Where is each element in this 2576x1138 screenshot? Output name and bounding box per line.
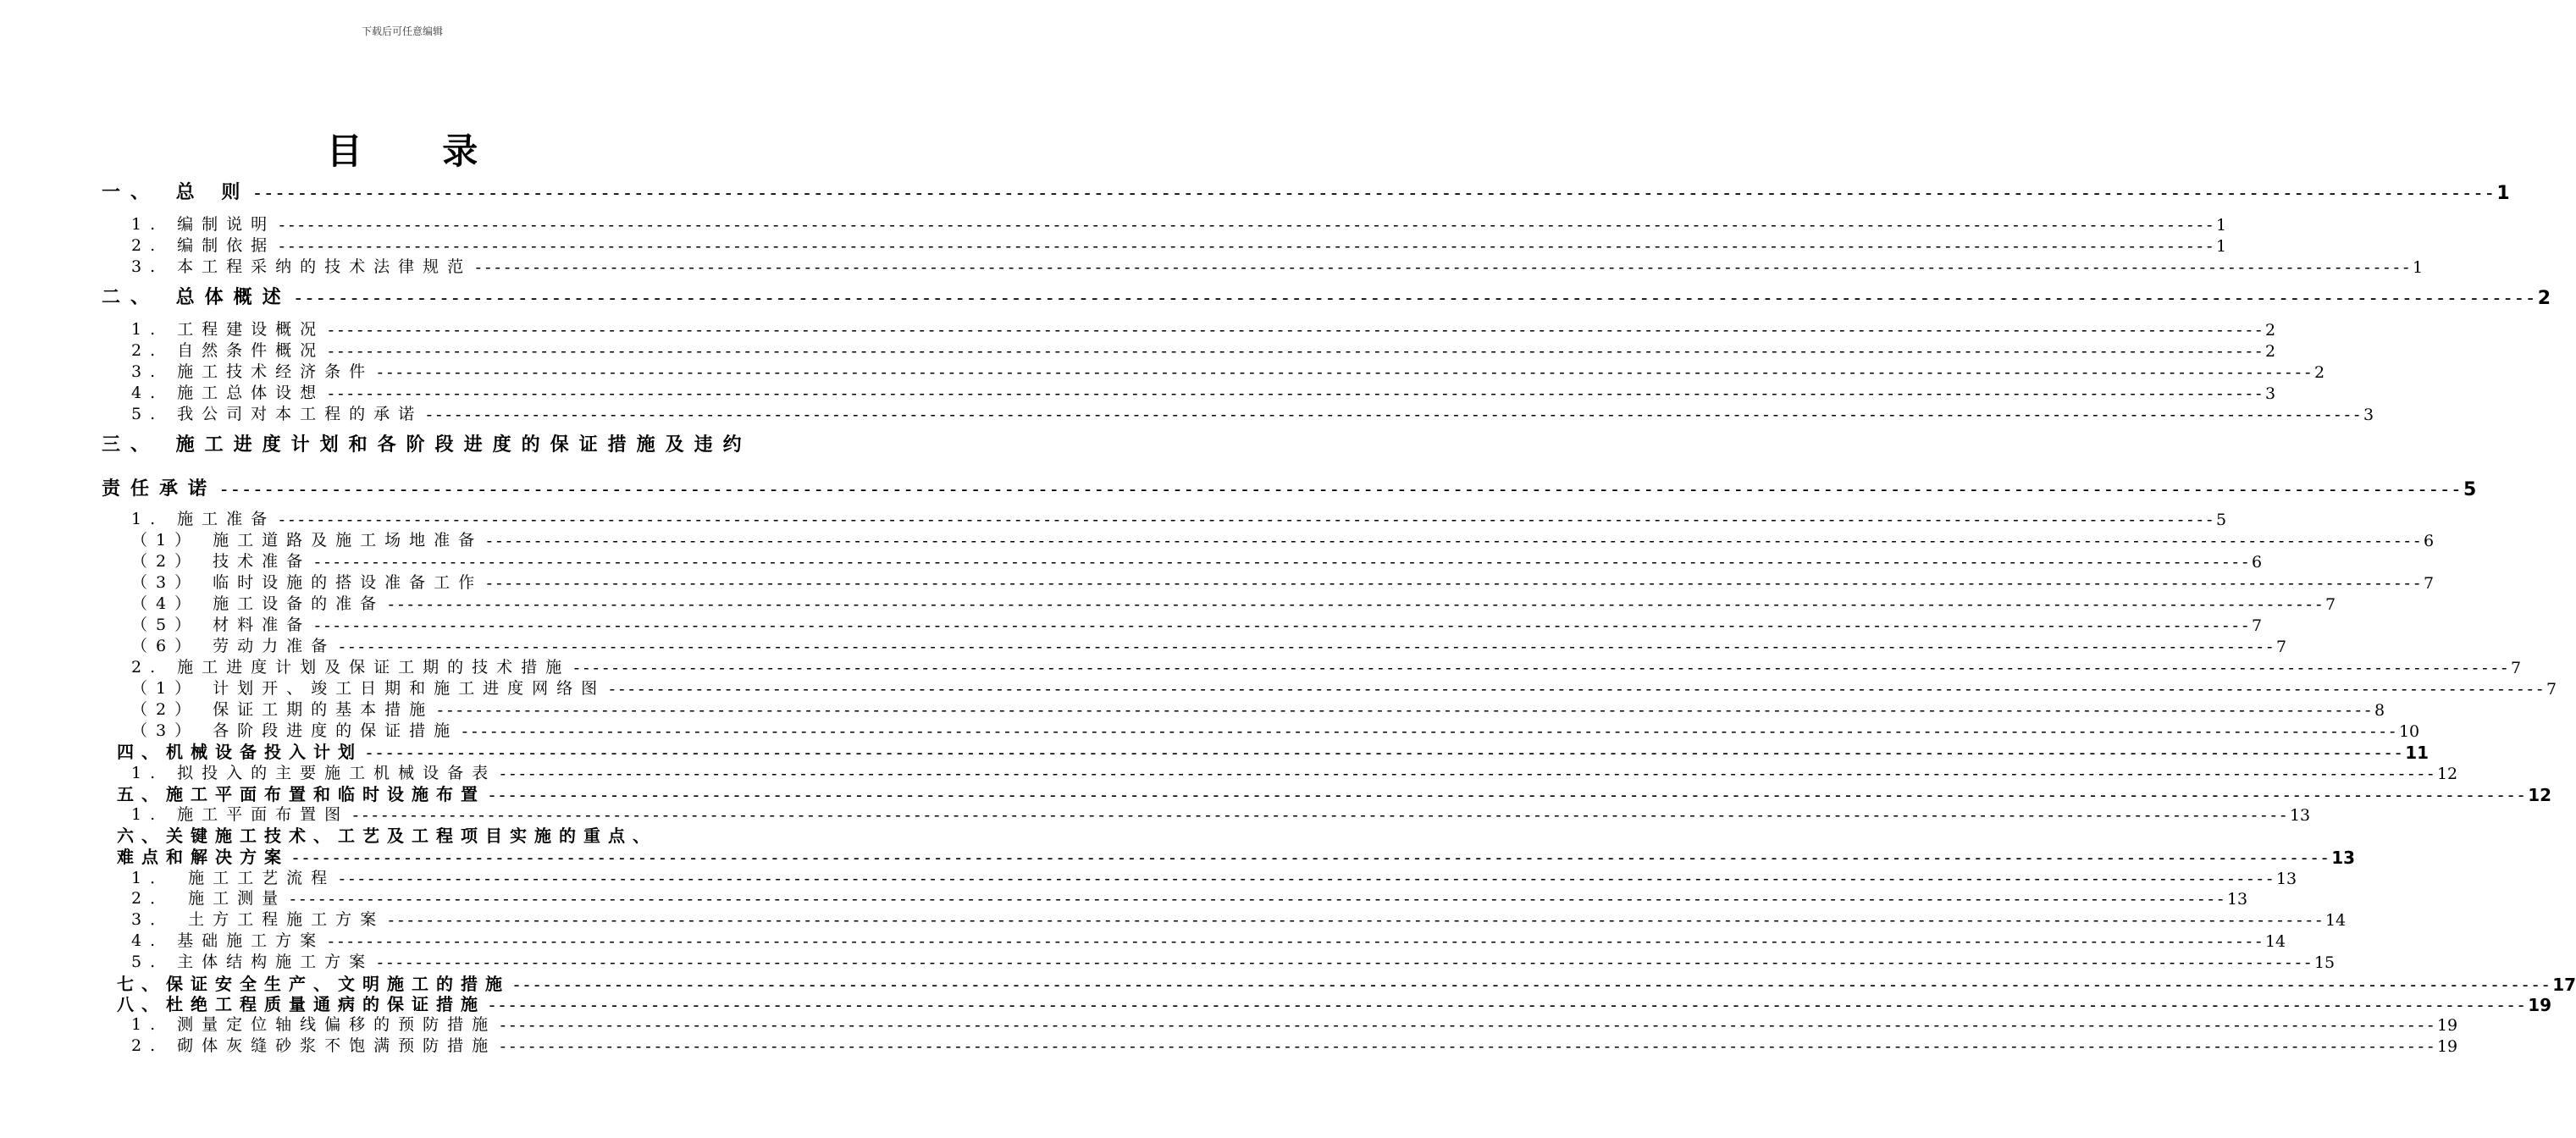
- toc-page-number: 19: [2528, 995, 2552, 1015]
- toc-entry-title: 七、保证安全生产、文明施工的措施: [117, 974, 510, 994]
- toc-leader: --------------------------------------------------------------------------------------------------------------------------------------------------------------------------------------------------------: [375, 953, 2313, 972]
- toc-leader: --------------------------------------------------------------------------------------------------------------------------------------------------------------------------------------------------------: [218, 479, 2463, 500]
- toc-leader: --------------------------------------------------------------------------------------------------------------------------------------------------------------------------------------------------------: [375, 363, 2313, 382]
- toc-entry-title: 1. 工程建设概况: [131, 320, 325, 339]
- toc-page-number: 1: [2496, 183, 2510, 204]
- toc-entry: [131, 718, 2420, 741]
- toc-leader: --------------------------------------------------------------------------------------------------------------------------------------------------------------------------------------------------------: [290, 848, 2330, 868]
- toc-entry: [131, 317, 2276, 340]
- toc-page-number: 6: [2251, 553, 2263, 572]
- toc-entry-title: 1． 施工工艺流程: [131, 869, 336, 887]
- toc-page-number: 8: [2374, 701, 2385, 720]
- toc-entry-title: 2. 施工进度计划及保证工期的技术措施: [131, 658, 571, 677]
- toc-leader: --------------------------------------------------------------------------------------------------------------------------------------------------------------------------------------------------------: [498, 1016, 2435, 1035]
- toc-leader: --------------------------------------------------------------------------------------------------------------------------------------------------------------------------------------------------------: [607, 680, 2545, 699]
- toc-entry: [131, 254, 2424, 277]
- toc-entry-title: 2. 砌体灰缝砂浆不饱满预防措施: [131, 1036, 497, 1055]
- toc-entry: [102, 474, 2477, 500]
- toc-entry-title: （5） 材料准备: [131, 616, 312, 634]
- toc-entry-title: （2） 保证工期的基本措施: [131, 700, 434, 719]
- toc-leader: --------------------------------------------------------------------------------------------------------------------------------------------------------------------------------------------------------: [386, 911, 2324, 930]
- toc-entry: [102, 283, 2551, 309]
- toc-leader: --------------------------------------------------------------------------------------------------------------------------------------------------------------------------------------------------------: [326, 342, 2264, 361]
- toc-entry-title: 1. 施工平面布置图: [131, 805, 350, 824]
- toc-page-number: 11: [2405, 743, 2430, 763]
- toc-entry-title: 1. 拟投入的主要施工机械设备表: [131, 764, 497, 782]
- toc-leader: --------------------------------------------------------------------------------------------------------------------------------------------------------------------------------------------------------: [487, 785, 2527, 805]
- toc-entry: [131, 886, 2248, 909]
- toc-entry-title: （6） 劳动力准备: [131, 637, 336, 655]
- toc-leader: --------------------------------------------------------------------------------------------------------------------------------------------------------------------------------------------------------: [484, 532, 2422, 550]
- toc-leader: --------------------------------------------------------------------------------------------------------------------------------------------------------------------------------------------------------: [277, 511, 2214, 529]
- toc-entry-title: 六、关键施工技术、工艺及工程项目实施的重点、: [117, 826, 657, 846]
- toc-page-number: 7: [2324, 595, 2336, 614]
- toc-page-number: 2: [2537, 288, 2551, 309]
- toc-leader: --------------------------------------------------------------------------------------------------------------------------------------------------------------------------------------------------------: [473, 258, 2411, 277]
- toc-leader: --------------------------------------------------------------------------------------------------------------------------------------------------------------------------------------------------------: [484, 574, 2422, 593]
- toc-entry-title: 二、 总体概述: [102, 287, 291, 308]
- toc-page-number: 17: [2552, 975, 2576, 995]
- toc-entry: [131, 697, 2385, 720]
- toc-leader: --------------------------------------------------------------------------------------------------------------------------------------------------------------------------------------------------------: [337, 638, 2275, 656]
- toc-leader: --------------------------------------------------------------------------------------------------------------------------------------------------------------------------------------------------------: [351, 806, 2288, 825]
- toc-entry-title: 4. 基础施工方案: [131, 931, 325, 950]
- toc-entry: [131, 760, 2458, 783]
- toc-leader: --------------------------------------------------------------------------------------------------------------------------------------------------------------------------------------------------------: [460, 722, 2397, 741]
- toc-entry-title: （3） 各阶段进度的保证措施: [131, 721, 459, 740]
- toc-entry: [131, 212, 2227, 235]
- toc-entry-title: 1. 施工准备: [131, 510, 276, 528]
- toc-entry: [131, 633, 2287, 656]
- toc-page-number: 19: [2436, 1016, 2458, 1035]
- toc-leader: --------------------------------------------------------------------------------------------------------------------------------------------------------------------------------------------------------: [435, 701, 2373, 720]
- toc-page-number: 19: [2436, 1037, 2458, 1056]
- toc-leader: --------------------------------------------------------------------------------------------------------------------------------------------------------------------------------------------------------: [312, 553, 2250, 572]
- toc-entry-title: 5. 主体结构施工方案: [131, 953, 374, 971]
- toc-entry: [131, 907, 2347, 930]
- toc-page-number: 3: [2264, 384, 2276, 403]
- toc-leader: --------------------------------------------------------------------------------------------------------------------------------------------------------------------------------------------------------: [326, 932, 2264, 951]
- toc-entry-title: （4） 施工设备的准备: [131, 594, 385, 613]
- toc-page-number: 1: [2215, 216, 2227, 235]
- toc-leader: --------------------------------------------------------------------------------------------------------------------------------------------------------------------------------------------------------: [292, 288, 2536, 309]
- toc-entry-title: 2. 自然条件概况: [131, 341, 325, 360]
- toc-leader: --------------------------------------------------------------------------------------------------------------------------------------------------------------------------------------------------------: [498, 1037, 2435, 1056]
- toc-leader: --------------------------------------------------------------------------------------------------------------------------------------------------------------------------------------------------------: [277, 216, 2214, 235]
- toc-entry: [131, 233, 2227, 256]
- toc-entry: [131, 676, 2557, 699]
- toc-page-number: 1: [2412, 258, 2424, 277]
- toc-leader: --------------------------------------------------------------------------------------------------------------------------------------------------------------------------------------------------------: [312, 616, 2250, 635]
- toc-entry: [131, 591, 2336, 614]
- toc-leader: --------------------------------------------------------------------------------------------------------------------------------------------------------------------------------------------------------: [386, 595, 2324, 614]
- toc-entry-title: 1. 编制说明: [131, 215, 276, 234]
- toc-page-number: 13: [2289, 806, 2311, 825]
- toc-page-number: 2: [2264, 342, 2276, 361]
- toc-page-number: 2: [2313, 363, 2325, 382]
- toc-leader: --------------------------------------------------------------------------------------------------------------------------------------------------------------------------------------------------------: [498, 765, 2435, 783]
- toc-entry: [131, 380, 2276, 403]
- toc-entry: [131, 359, 2325, 382]
- toc-leader: --------------------------------------------------------------------------------------------------------------------------------------------------------------------------------------------------------: [252, 183, 2496, 204]
- toc-entry-title: （2） 技术准备: [131, 552, 312, 571]
- toc-entry: [131, 1012, 2458, 1035]
- toc-page-number: 13: [2226, 890, 2248, 909]
- toc-entry-title: 责任承诺: [102, 478, 218, 500]
- toc-leader: --------------------------------------------------------------------------------------------------------------------------------------------------------------------------------------------------------: [487, 995, 2527, 1015]
- toc-entry-title: 三、 施工进度计划和各阶段进度的保证措施及违约: [102, 434, 752, 456]
- toc-leader: --------------------------------------------------------------------------------------------------------------------------------------------------------------------------------------------------------: [326, 321, 2264, 340]
- toc-leader: --------------------------------------------------------------------------------------------------------------------------------------------------------------------------------------------------------: [511, 975, 2551, 995]
- toc-entry: [131, 655, 2522, 677]
- toc-entry-title: （3） 临时设施的搭设准备工作: [131, 573, 484, 592]
- toc-entry-title: 3． 土方工程施工方案: [131, 910, 385, 929]
- toc-leader: --------------------------------------------------------------------------------------------------------------------------------------------------------------------------------------------------------: [424, 406, 2362, 424]
- toc-page-number: 7: [2423, 574, 2435, 593]
- toc-leader: --------------------------------------------------------------------------------------------------------------------------------------------------------------------------------------------------------: [572, 659, 2509, 677]
- toc-entry: [131, 338, 2276, 361]
- toc-page-number: 1: [2215, 237, 2227, 256]
- toc-entry-title: 1. 测量定位轴线偏移的预防措施: [131, 1015, 497, 1034]
- toc-page-number: 6: [2423, 532, 2435, 550]
- toc-entry-title: （1） 计划开、竣工日期和施工进度网络图: [131, 679, 606, 698]
- page-header: 下载后可任意编辑: [361, 25, 443, 37]
- toc-entry: [131, 1033, 2458, 1056]
- toc-leader: --------------------------------------------------------------------------------------------------------------------------------------------------------------------------------------------------------: [364, 743, 2404, 763]
- toc-entry: [102, 178, 2510, 204]
- toc-entry-title: 3. 施工技术经济条件: [131, 362, 374, 381]
- toc-entry-title: 2． 施工测量: [131, 889, 287, 908]
- toc-leader: --------------------------------------------------------------------------------------------------------------------------------------------------------------------------------------------------------: [288, 890, 2225, 909]
- toc-entry: [131, 506, 2227, 529]
- toc-entry: [131, 549, 2263, 572]
- toc-entry: [131, 570, 2435, 593]
- page-title: 目 录: [326, 130, 512, 172]
- toc-page-number: 7: [2275, 638, 2287, 656]
- toc-entry: [117, 843, 2356, 868]
- toc-entry-title: 四、机械设备投入计划: [117, 742, 362, 762]
- toc-entry: [131, 401, 2374, 424]
- toc-entry: [131, 528, 2435, 550]
- toc-entry-title: 八、杜绝工程质量通病的保证措施: [117, 994, 485, 1014]
- toc-entry-title: （1） 施工道路及施工场地准备: [131, 531, 484, 550]
- toc-page-number: 13: [2331, 848, 2356, 868]
- toc-leader: --------------------------------------------------------------------------------------------------------------------------------------------------------------------------------------------------------: [337, 870, 2275, 888]
- toc-entry: [131, 949, 2336, 972]
- toc-page-number: 12: [2436, 765, 2458, 783]
- toc-entry: [131, 865, 2297, 888]
- toc-leader: --------------------------------------------------------------------------------------------------------------------------------------------------------------------------------------------------------: [326, 384, 2264, 403]
- toc-page-number: 14: [2324, 911, 2347, 930]
- toc-page-number: 7: [2510, 659, 2522, 677]
- toc-page-number: 15: [2313, 953, 2336, 972]
- toc-entry-title: 4. 施工总体设想: [131, 384, 325, 402]
- toc-entry: [102, 430, 752, 456]
- toc-page-number: 13: [2275, 870, 2297, 888]
- toc-entry-title: 5. 我公司对本工程的承诺: [131, 405, 423, 423]
- toc-entry-title: 3. 本工程采纳的技术法律规范: [131, 257, 473, 276]
- toc-leader: --------------------------------------------------------------------------------------------------------------------------------------------------------------------------------------------------------: [277, 237, 2214, 256]
- toc-page-number: 12: [2528, 785, 2552, 805]
- toc-page-number: 3: [2363, 406, 2374, 424]
- toc-page-number: 7: [2546, 680, 2557, 699]
- toc-page-number: 5: [2215, 511, 2227, 529]
- toc-entry-title: 五、施工平面布置和临时设施布置: [117, 784, 485, 804]
- toc-page-number: 2: [2264, 321, 2276, 340]
- toc-page-number: 7: [2251, 616, 2263, 635]
- toc-entry-title: 一、 总 则: [102, 182, 251, 203]
- toc-entry-title: 难点和解决方案: [117, 847, 289, 867]
- toc-entry-title: 2. 编制依据: [131, 236, 276, 255]
- toc-entry: [131, 928, 2286, 951]
- toc-entry: [131, 612, 2263, 635]
- toc-page-number: 14: [2264, 932, 2286, 951]
- toc-page-number: 5: [2463, 479, 2477, 500]
- toc-page-number: 10: [2398, 722, 2420, 741]
- toc-entry: [117, 738, 2430, 763]
- toc-entry: [131, 802, 2311, 825]
